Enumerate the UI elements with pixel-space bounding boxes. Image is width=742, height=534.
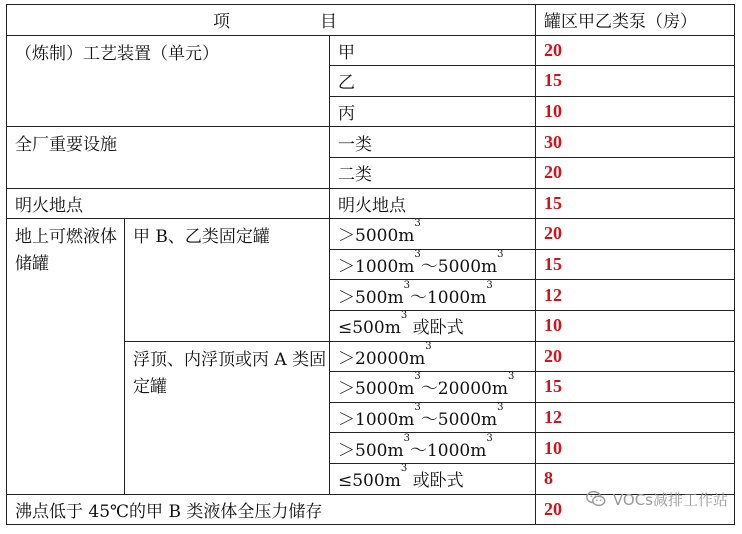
table-row: [7, 35, 735, 66]
group-openfire: 明火地点: [7, 188, 330, 219]
table-row: [7, 127, 735, 158]
group-process: （炼制）工艺装置（单元）: [7, 35, 330, 127]
row-sub: 二类: [330, 157, 536, 188]
row-sub: $>20000m^3$: [330, 341, 536, 372]
header-item: 项 目: [7, 5, 536, 36]
row-value: 20: [536, 35, 735, 66]
header-value: 罐区甲乙类泵（房）: [536, 5, 735, 36]
row-sub: 甲: [330, 35, 536, 66]
row-value: 15: [536, 249, 735, 280]
row-value: 8: [536, 463, 735, 494]
row-sub: $\le 500m^3$ 或卧式: [330, 463, 536, 494]
row-sub: $>5000m^3$: [330, 219, 536, 250]
row-value: 12: [536, 402, 735, 433]
row-sub: 乙: [330, 66, 536, 97]
row-value: 20: [536, 219, 735, 250]
row-sub: $\le 500m^3$ 或卧式: [330, 310, 536, 341]
row-value: 15: [536, 372, 735, 403]
group-floating: 浮顶、内浮顶或丙 A 类固定罐: [125, 341, 330, 494]
row-sub: $>1000m^3\sim 5000m^3$: [330, 249, 536, 280]
table-row: [7, 219, 735, 250]
row-value: 20: [536, 157, 735, 188]
row-sub: $>500m^3\sim 1000m^3$: [330, 280, 536, 311]
spacing-table: [6, 4, 735, 525]
row-value: 15: [536, 188, 735, 219]
watermark: [585, 488, 728, 510]
table-row: [7, 188, 735, 219]
row-value: 10: [536, 433, 735, 464]
row-value: 30: [536, 127, 735, 158]
row-value: 20: [536, 341, 735, 372]
row-sub: 明火地点: [330, 188, 536, 219]
row-sub: 一类: [330, 127, 536, 158]
row-sub: $>500m^3\sim 1000m^3$: [330, 433, 536, 464]
row-sub: 丙: [330, 96, 536, 127]
group-fixed: 甲 B、乙类固定罐: [125, 219, 330, 341]
table-header-row: [7, 5, 735, 36]
group-facility: 全厂重要设施: [7, 127, 330, 188]
row-value: 12: [536, 280, 735, 311]
row-sub: $>5000m^3\sim 20000m^3$: [330, 372, 536, 403]
watermark-text: VOCs减排工作站: [612, 490, 728, 509]
row-value: 20: [536, 494, 735, 525]
group-pressure: 沸点低于 45℃的甲 B 类液体全压力储存: [7, 494, 536, 525]
row-value: 10: [536, 96, 735, 127]
row-sub: $>1000m^3\sim 5000m^3$: [330, 402, 536, 433]
row-value: 15: [536, 66, 735, 97]
wechat-icon: [585, 488, 607, 510]
row-value: 10: [536, 310, 735, 341]
group-tank: 地上可燃液体储罐: [7, 219, 125, 494]
